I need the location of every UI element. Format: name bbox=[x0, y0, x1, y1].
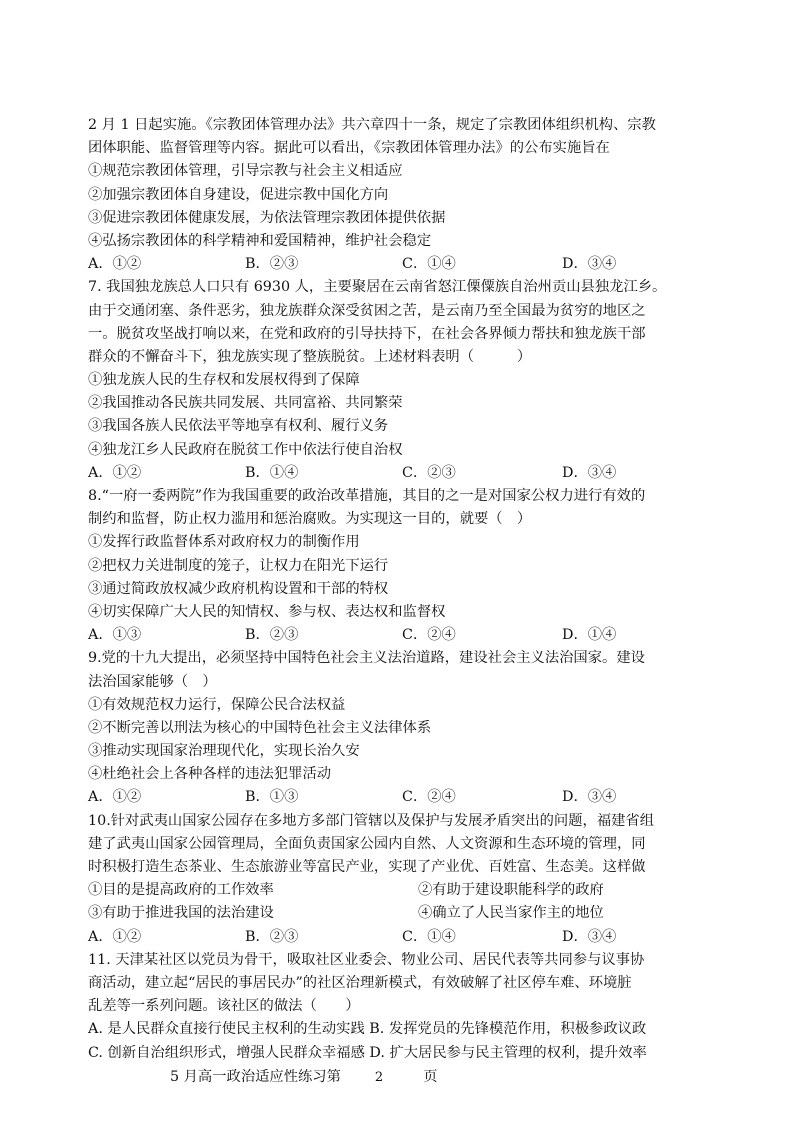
q8-statement: ①发挥行政监督体系对政府权力的制衡作用 bbox=[88, 534, 360, 551]
q8-stem: 8.“一府一委两院”作为我国重要的政治改革措施，其目的之一是对国家公权力进行有效的 bbox=[88, 488, 646, 504]
option-a: A．①② bbox=[88, 256, 142, 273]
q10-statement-row bbox=[88, 902, 710, 925]
option-d: D．③④ bbox=[562, 464, 617, 481]
q11-options-cd: C. 创新自治组织形式，增强人民群众幸福感 D. 扩大居民参与民主管理的权利，提升效率 bbox=[88, 1044, 647, 1061]
q10-statement-row bbox=[88, 879, 710, 902]
option-a: A．①② bbox=[88, 928, 142, 945]
q11-stem: 乱差等一系列问题。该社区的做法（ ） bbox=[88, 998, 360, 1015]
q9-stem: 9.党的十九大提出，必须坚持中国特色社会主义法治道路，建设社会主义法治国家。建设 bbox=[88, 650, 645, 667]
q11-options-ab: A. 是人民群众直接行使民主权利的生动实践 B. 发挥党员的先锋模范作用，积极参政议政 bbox=[88, 1021, 647, 1038]
option-c: C．②③ bbox=[402, 464, 456, 481]
exam-page bbox=[88, 114, 710, 1065]
option-c: C．②④ bbox=[402, 789, 456, 806]
option-b: B．②③ bbox=[245, 928, 299, 945]
option-a: A．①② bbox=[88, 464, 142, 481]
q7-statement: ④独龙江乡人民政府在脱贫工作中依法行使自治权 bbox=[88, 441, 403, 458]
option-c: C．①④ bbox=[402, 928, 456, 945]
q6-line: 团体职能、监督管理等内容。据此可以看出，《宗教团体管理办法》的公布实施旨在 bbox=[88, 140, 610, 157]
footer-suffix: 页 bbox=[423, 1069, 438, 1085]
q7-stem: 一。脱贫攻坚战打响以来，在党和政府的引导扶持下，在社会各界倾力帮扶和独龙族干部 bbox=[88, 325, 646, 342]
q9-statement: ③推动实现国家治理现代化，实现长治久安 bbox=[88, 743, 360, 760]
q9-options bbox=[88, 786, 710, 809]
q7-stem: 7. 我国独龙族总人口只有 6930 人，主要聚居在云南省怒江傈僳族自治州贡山县独龙江乡。 bbox=[88, 279, 667, 296]
option-b: B．②③ bbox=[245, 256, 299, 273]
q6-statement: ①规范宗教团体管理，引导宗教与社会主义相适应 bbox=[88, 163, 403, 180]
question-6 bbox=[88, 114, 710, 276]
question-9 bbox=[88, 647, 710, 809]
option-d: D．③④ bbox=[562, 256, 617, 273]
footer-prefix: 5 月高一政治适应性练习第 bbox=[170, 1069, 341, 1085]
q7-stem: 由于交通闭塞、条件恶劣，独龙族群众深受贫困之苦，是云南乃至全国最为贫穷的地区之 bbox=[88, 302, 646, 319]
q7-statement: ③我国各族人民依法平等地享有权利、履行义务 bbox=[88, 418, 389, 435]
q9-statement: ④杜绝社会上各种各样的违法犯罪活动 bbox=[88, 766, 332, 783]
q9-statement: ②不断完善以刑法为核心的中国特色社会主义法律体系 bbox=[88, 719, 432, 736]
option-d: D．③④ bbox=[562, 928, 617, 945]
q9-statement: ①有效规范权力运行，保障公民合法权益 bbox=[88, 696, 346, 713]
question-7 bbox=[88, 276, 710, 485]
q10-options bbox=[88, 926, 710, 949]
q8-statement: ③通过简政放权减少政府机构设置和干部的特权 bbox=[88, 580, 389, 597]
page-number: 2 bbox=[374, 1070, 384, 1085]
q10-stem: 建了武夷山国家公园管理局，全面负责国家公园内自然、人文资源和生态环境的管理，同 bbox=[88, 835, 646, 852]
q8-statement: ④切实保障广大人民的知情权、参与权、表达权和监督权 bbox=[88, 603, 446, 620]
q6-statement: ②加强宗教团体自身建设，促进宗教中国化方向 bbox=[88, 186, 389, 203]
q6-statement: ④弘扬宗教团体的科学精神和爱国精神，维护社会稳定 bbox=[88, 232, 432, 249]
q8-options bbox=[88, 624, 710, 647]
q10-statement: ④确立了人民当家作主的地位 bbox=[418, 905, 604, 922]
q6-line: 2 月 1 日起实施。《宗教团体管理办法》共六章四十一条，规定了宗教团体组织机构、宗教 bbox=[88, 117, 656, 133]
q6-options bbox=[88, 253, 710, 276]
q10-stem: 时积极打造生态茶业、生态旅游业等富民产业，实现了产业优、百姓富、生态美。这样做 bbox=[88, 859, 646, 875]
q8-stem: 制约和监督，防止权力滥用和惩治腐败。为实现这一目的，就要（ ） bbox=[88, 511, 532, 528]
q10-stem: 10.针对武夷山国家公园存在多地方多部门管辖以及保护与发展矛盾突出的问题，福建省组 bbox=[88, 812, 655, 829]
q7-stem: 群众的不懈奋斗下，独龙族实现了整族脱贫。上述材料表明（ ） bbox=[88, 348, 532, 365]
page-footer bbox=[170, 1066, 437, 1088]
question-11 bbox=[88, 949, 710, 1065]
q8-statement: ②把权力关进制度的笼子，让权力在阳光下运行 bbox=[88, 557, 389, 574]
option-d: D．③④ bbox=[562, 789, 617, 806]
q11-stem: 11. 天津某社区以党员为骨干，吸取社区业委会、物业公司、居民代表等共同参与议事协 bbox=[88, 951, 645, 968]
question-10 bbox=[88, 810, 710, 949]
option-c: C．①④ bbox=[402, 256, 456, 273]
q9-stem: 法治国家能够（ ） bbox=[88, 673, 217, 690]
option-b: B．①③ bbox=[245, 789, 299, 806]
option-b: B．①④ bbox=[245, 464, 299, 481]
q6-statement: ③促进宗教团体健康发展，为依法管理宗教团体提供依据 bbox=[88, 209, 446, 226]
q7-options bbox=[88, 462, 710, 485]
option-b: B．②③ bbox=[245, 627, 299, 644]
q11-stem: 商活动，建立起“居民的事居民办”的社区治理新模式，有效破解了社区停车难、环境脏 bbox=[88, 974, 632, 991]
q7-statement: ②我国推动各民族共同发展、共同富裕、共同繁荣 bbox=[88, 395, 403, 412]
option-d: D．①④ bbox=[562, 627, 617, 644]
q10-statement: ①目的是提高政府的工作效率 bbox=[88, 882, 274, 899]
question-8 bbox=[88, 485, 710, 647]
q7-statement: ①独龙族人民的生存权和发展权得到了保障 bbox=[88, 372, 360, 389]
option-a: A．①③ bbox=[88, 627, 142, 644]
q10-statement: ②有助于建设职能科学的政府 bbox=[418, 882, 604, 899]
option-a: A．①② bbox=[88, 789, 142, 806]
option-c: C．②④ bbox=[402, 627, 456, 644]
q10-statement: ③有助于推进我国的法治建设 bbox=[88, 905, 274, 922]
